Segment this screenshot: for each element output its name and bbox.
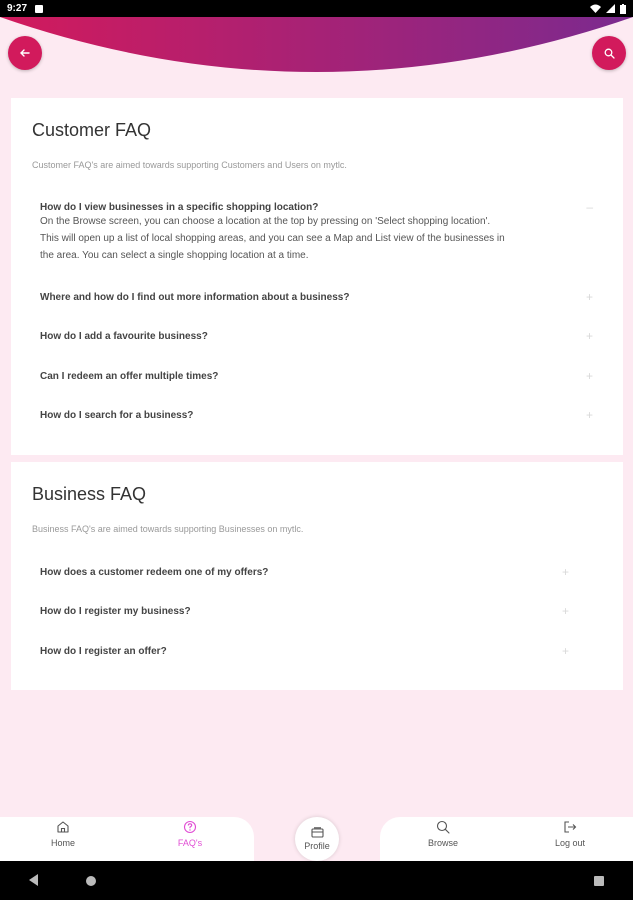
nav-item-logout[interactable] [535, 820, 605, 848]
customer-faq-card [11, 98, 623, 455]
faq-question: How do I view businesses in a specific shopping location? [40, 201, 319, 213]
status-time: 9:27 [7, 3, 28, 14]
faq-item[interactable] [40, 408, 593, 422]
search-icon [436, 820, 450, 834]
nav-label: Profile [304, 841, 330, 851]
faq-answer [40, 213, 583, 264]
nav-item-profile[interactable] [295, 817, 339, 861]
faq-question: How does a customer redeem one of my offers? [40, 566, 269, 578]
customer-faq-title: Customer FAQ [32, 120, 152, 140]
system-recents-icon[interactable] [594, 876, 604, 886]
nav-item-home[interactable] [28, 820, 98, 848]
business-faq-title: Business FAQ [32, 484, 147, 504]
header-banner [0, 17, 633, 73]
faq-question: Can I redeem an offer multiple times? [40, 370, 219, 382]
nav-label: Home [50, 838, 75, 848]
faq-item[interactable] [40, 290, 593, 304]
faq-question: How do I search for a business? [40, 409, 194, 421]
battery-icon [620, 4, 626, 14]
faq-question: How do I register my business? [40, 605, 191, 617]
expand-icon[interactable]: + [585, 290, 593, 304]
faq-question: Where and how do I find out more information about a business? [40, 291, 350, 303]
system-home-icon[interactable] [86, 876, 96, 886]
search-icon [604, 48, 615, 59]
search-button[interactable] [592, 36, 626, 70]
business-faq-card [11, 462, 623, 690]
expand-icon[interactable]: + [585, 329, 593, 343]
faq-answer-line: This will open up a list of local shopping areas, and you can see a Map and List view of the businesses in [40, 233, 505, 244]
expand-icon[interactable]: + [585, 369, 593, 383]
home-icon [56, 820, 70, 834]
expand-icon[interactable]: + [585, 408, 593, 422]
bottom-navigation [0, 814, 633, 861]
faq-answer-line: the area. You can select a single shopping location at a time. [40, 250, 309, 261]
system-back-icon[interactable] [29, 874, 39, 886]
faq-item[interactable] [40, 604, 569, 618]
wifi-icon [590, 4, 601, 13]
nav-item-faqs[interactable] [155, 820, 225, 848]
sd-card-icon [35, 5, 43, 13]
faq-item[interactable] [40, 369, 593, 383]
faq-item[interactable] [40, 565, 569, 579]
status-bar [0, 0, 633, 17]
expand-icon[interactable]: + [561, 565, 569, 579]
collapse-icon[interactable]: – [586, 200, 593, 214]
logout-icon [563, 820, 577, 834]
faq-item[interactable] [40, 200, 593, 214]
expand-icon[interactable]: + [561, 644, 569, 658]
back-button[interactable] [8, 36, 42, 70]
faq-answer-line: On the Browse screen, you can choose a location at the top by pressing on 'Select shopping location'. [40, 216, 491, 227]
faq-question: How do I add a favourite business? [40, 330, 208, 342]
system-navigation-bar [0, 861, 633, 900]
wallet-icon [311, 827, 324, 838]
faq-item[interactable] [40, 644, 569, 658]
nav-label: Log out [554, 838, 586, 848]
nav-item-browse[interactable] [408, 820, 478, 848]
business-faq-description: Business FAQ's are aimed towards supporting Businesses on mytlc. [32, 524, 304, 534]
signal-icon [606, 4, 615, 13]
customer-faq-description: Customer FAQ's are aimed towards supporting Customers and Users on mytlc. [32, 160, 347, 170]
help-circle-icon [183, 820, 197, 834]
nav-label: FAQ's [177, 838, 203, 848]
arrow-left-icon [20, 48, 30, 58]
nav-label: Browse [427, 838, 458, 848]
expand-icon[interactable]: + [561, 604, 569, 618]
faq-question: How do I register an offer? [40, 645, 167, 657]
faq-item[interactable] [40, 329, 593, 343]
